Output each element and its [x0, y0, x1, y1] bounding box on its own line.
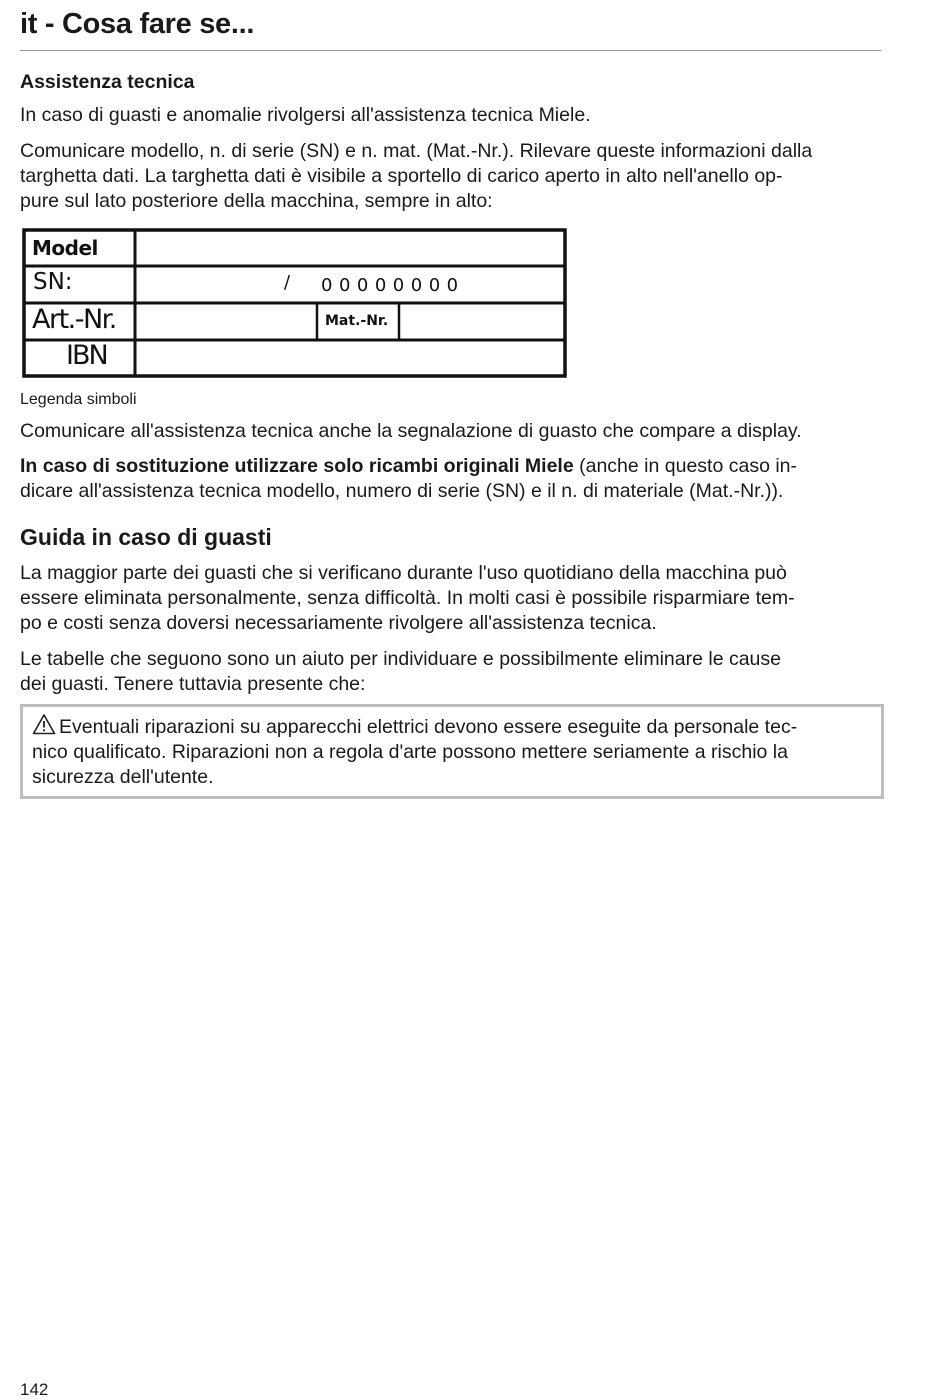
service-heading: Assistenza tecnica	[20, 71, 195, 93]
spare-parts-line-1	[20, 454, 890, 479]
service-paragraph-2-line-3: pure sul lato posteriore della macchina, sempre in alto:	[20, 190, 493, 212]
guide-paragraph-1-line-2: essere eliminata personalmente, senza difficoltà. In molti casi è possibile risparmiare tem-	[20, 587, 795, 609]
service-paragraph-2-line-1: Comunicare modello, n. di serie (SN) e n. mat. (Mat.-Nr.). Rilevare queste informazioni dalla	[20, 140, 813, 162]
guide-paragraph-2-line-2: dei guasti. Tenere tuttavia presente che:	[20, 673, 366, 695]
warning-line-1	[32, 713, 877, 740]
nameplate-ibn-label: IBN	[66, 340, 107, 371]
service-paragraph-2-line-2: targhetta dati. La targhetta dati è visibile a sportello di carico aperto in alto nell'anello op-	[20, 165, 783, 187]
warning-line-2: nico qualificato. Riparazioni non a regola d'arte possono mettere seriamente a rischio la	[32, 741, 788, 763]
nameplate-sn-label: SN:	[33, 269, 73, 295]
nameplate-caption: Legenda simboli	[20, 391, 137, 408]
spare-parts-line-1-rest: (anche in questo caso in-	[573, 455, 798, 477]
nameplate-art-label: Art.-Nr.	[32, 304, 116, 335]
guide-paragraph-2-line-1: Le tabelle che seguono sono un aiuto per individuare e possibilmente eliminare le cause	[20, 648, 781, 670]
warning-line-1-text: Eventuali riparazioni su apparecchi elettrici devono essere eseguite da personale tec-	[59, 716, 798, 738]
guide-paragraph-1-line-1: La maggior parte dei guasti che si verificano durante l'uso quotidiano della macchina può	[20, 562, 787, 584]
guide-paragraph-1-line-3: po e costi senza doversi necessariamente rivolgere all'assistenza tecnica.	[20, 612, 657, 634]
warning-text	[32, 713, 877, 790]
nameplate-mat-label: Mat.-Nr.	[325, 313, 389, 329]
spare-parts-bold-text: In caso di sostituzione utilizzare solo ricambi originali Miele	[20, 455, 574, 477]
nameplate-sn-digits: 00000000	[321, 275, 465, 296]
header-divider	[20, 50, 881, 51]
warning-triangle-icon	[32, 713, 56, 735]
nameplate-sn-slash: /	[284, 272, 291, 293]
page-title: it - Cosa fare se...	[20, 8, 255, 40]
warning-box	[20, 704, 884, 799]
display-error-text: Comunicare all'assistenza tecnica anche la segnalazione di guasto che compare a display.	[20, 420, 802, 442]
service-paragraph-1	[20, 103, 890, 128]
service-paragraph-1-text: In caso di guasti e anomalie rivolgersi all'assistenza tecnica Miele.	[20, 104, 591, 126]
guide-paragraph-1	[20, 561, 890, 636]
guide-paragraph-2	[20, 647, 890, 697]
page-number: 142	[20, 1380, 49, 1399]
nameplate-figure	[22, 228, 567, 378]
spare-parts-line-2: dicare all'assistenza tecnica modello, numero di serie (SN) e il n. di materiale (Mat.-Nr.)).	[20, 480, 784, 502]
service-paragraph-2	[20, 139, 890, 214]
guide-heading: Guida in caso di guasti	[20, 524, 272, 550]
display-error-paragraph	[20, 419, 890, 444]
nameplate-model-label: Model	[32, 236, 98, 260]
spare-parts-paragraph	[20, 454, 890, 504]
warning-line-3: sicurezza dell'utente.	[32, 766, 214, 788]
